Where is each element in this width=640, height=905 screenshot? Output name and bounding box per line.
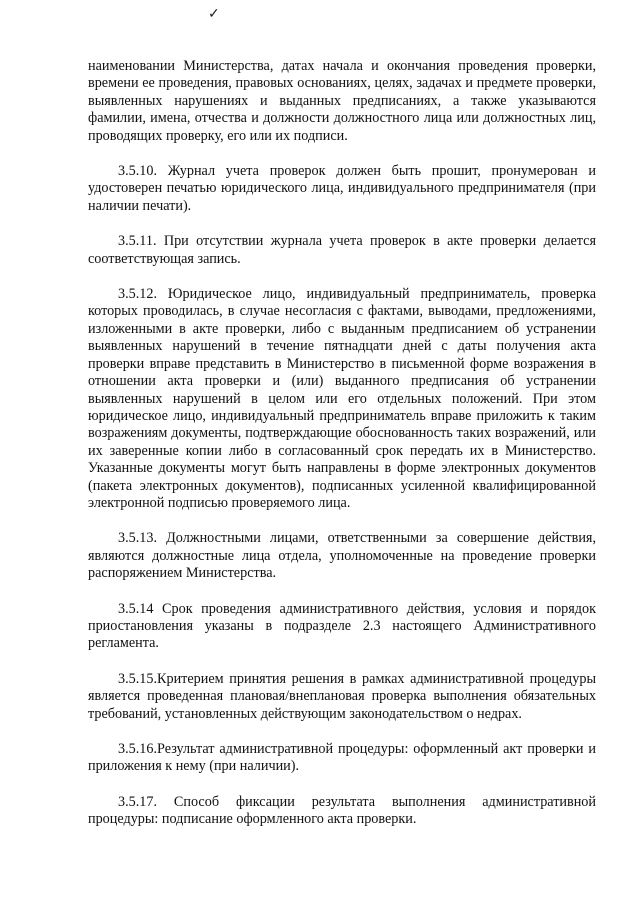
paragraph-3-5-13: 3.5.13. Должностными лицами, ответственными за совершение действия, являются должностные лица отдела, уполномоченные на проведение проверки распоряжением Министерства. [88, 530, 596, 582]
paragraph-3-5-15: 3.5.15.Критерием принятия решения в рамках административной процедуры является проведенная плановая/внеплановая проверка выполнения обязательных требований, установленных действующим законодательством о недрах. [88, 670, 596, 722]
paragraph-3-5-11: 3.5.11. При отсутствии журнала учета проверок в акте проверки делается соответствующая запись. [88, 233, 596, 267]
paragraph-3-5-10: 3.5.10. Журнал учета проверок должен быть прошит, пронумерован и удостоверен печатью юридического лица, индивидуального предпринимателя (при наличии печати). [88, 163, 596, 214]
paragraph-3-5-16: 3.5.16.Результат административной процедуры: оформленный акт проверки и приложения к нему (при наличии). [88, 741, 596, 775]
paragraph-3-5-14: 3.5.14 Срок проведения административного действия, условия и порядок приостановления указаны в подразделе 2.3 настоящего Административного регламента. [88, 600, 596, 652]
paragraph-continuation: наименовании Министерства, датах начала и окончания проведения проверки, времени ее проведения, правовых основаниях, целях, задачах и предмете проверки, выявленных нарушениях и выданных предписаниях, а также указываются фамилии, имена, отчества и должности должностного лица или должностных лиц, проводящих проверку, его или их подписи. [88, 58, 596, 144]
handwritten-mark: ✓ [208, 7, 220, 22]
paragraph-3-5-12: 3.5.12. Юридическое лицо, индивидуальный предприниматель, проверка которых проводилась, в случае несогласия с фактами, выводами, предложениями, изложенными в акте проверки, либо с выданным предписанием об устранении выявленных нарушений в течение пятнадцати дней с даты получения акта проверки вправе представить в Министерство в письменной форме возражения в отношении акта проверки и (или) выданного предписания об устранении выявленных нарушений в целом или его отдельных положений. При этом юридическое лицо, индивидуальный предприниматель вправе приложить к таким возражениям документы, подтверждающие обоснованность таких возражений, или их заверенные копии либо в согласованный срок передать их в Министерство. Указанные документы могут быть направлены в форме электронных документов (пакета электронных документов), подписанных усиленной квалифицированной электронной подписью проверяемого лица. [88, 286, 596, 511]
paragraph-3-5-17: 3.5.17. Способ фиксации результата выполнения административной процедуры: подписание оформленного акта проверки. [88, 793, 596, 828]
document-page [88, 58, 596, 847]
